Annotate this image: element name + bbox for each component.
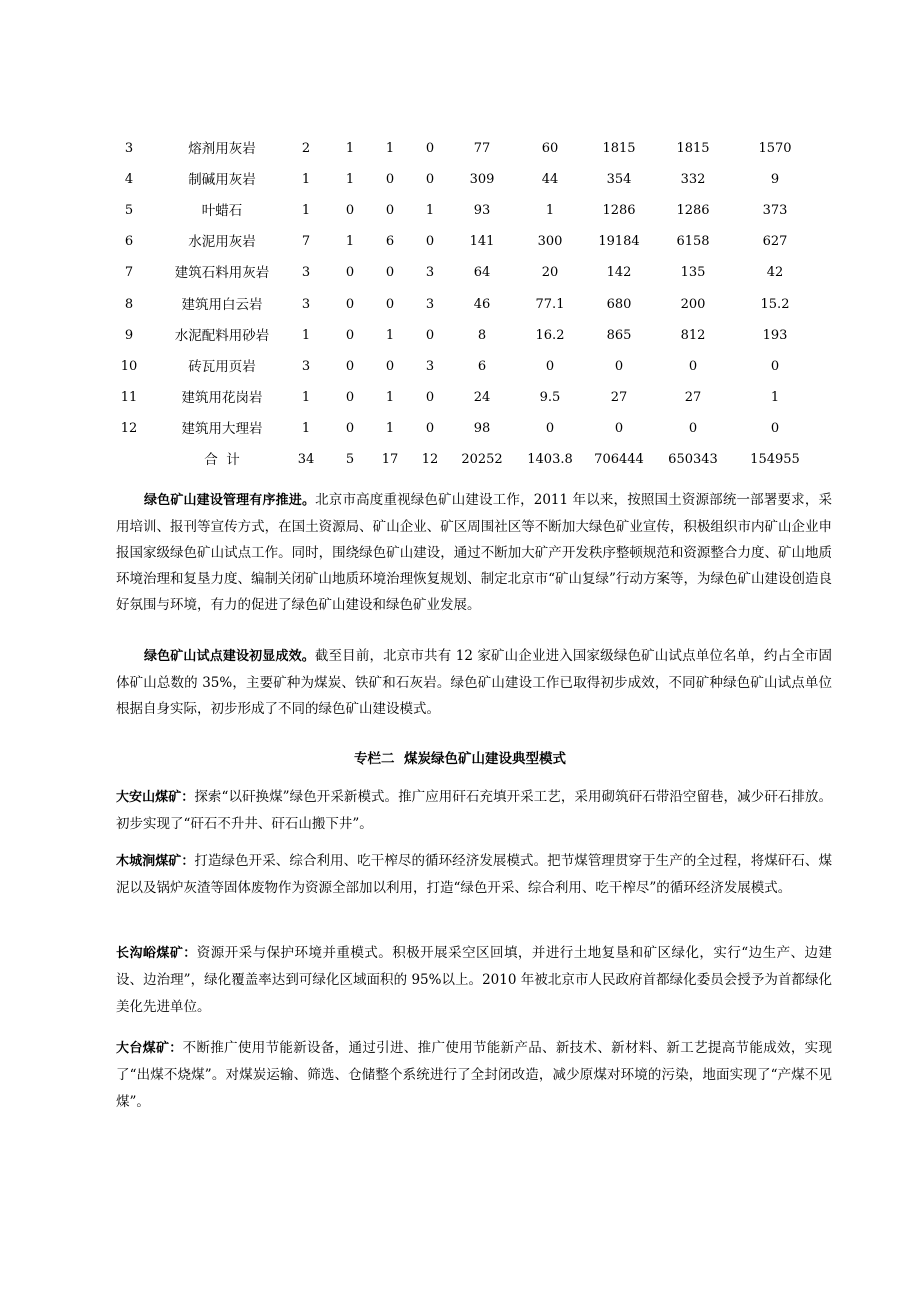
- cell: 3: [301, 265, 311, 281]
- cell: 77.1: [535, 296, 565, 312]
- cell-mineral: 水泥配料用砂岩: [174, 327, 270, 344]
- cell: 16.2: [535, 327, 565, 343]
- case-name: 大安山煤矿：: [116, 790, 195, 805]
- cell: 0: [345, 421, 355, 437]
- cell: 135: [680, 265, 706, 281]
- cell: 680: [606, 296, 632, 312]
- cell: 0: [385, 202, 395, 218]
- case-item: [116, 940, 832, 1021]
- cell: 354: [606, 171, 632, 187]
- cell: 200: [680, 296, 706, 312]
- cell: 20252: [461, 452, 503, 468]
- cell: 0: [425, 327, 435, 343]
- cell-mineral: 叶蜡石: [201, 202, 243, 219]
- cell: 142: [606, 265, 632, 281]
- cell: 1815: [602, 140, 636, 156]
- cell: 865: [606, 327, 632, 343]
- cell: 9: [770, 171, 780, 187]
- cell: 5: [345, 452, 355, 468]
- cell-no: 10: [120, 358, 138, 374]
- cell: 0: [345, 390, 355, 406]
- cell-no: 12: [120, 421, 138, 437]
- box-title: 专栏二 煤炭绿色矿山建设典型模式: [354, 751, 566, 767]
- cell: 1: [385, 390, 395, 406]
- cell-no: 9: [124, 327, 134, 343]
- cell: 1403.8: [527, 452, 573, 468]
- cell: 93: [473, 202, 491, 218]
- cell-no: [96, 445, 162, 476]
- table-row: [96, 258, 816, 289]
- case-item: [116, 1035, 832, 1116]
- cell: 0: [385, 296, 395, 312]
- cell-mineral: 砖瓦用页岩: [188, 358, 256, 375]
- cell: 64: [473, 265, 491, 281]
- cell: 3: [425, 265, 435, 281]
- cell: 0: [345, 202, 355, 218]
- cell: 627: [762, 234, 788, 250]
- cell: 6: [385, 234, 395, 250]
- cell: 0: [425, 421, 435, 437]
- case-name: 长沟峪煤矿：: [116, 946, 197, 961]
- cell: 20: [541, 265, 559, 281]
- cell: 27: [684, 390, 702, 406]
- mine-statistics-table: [96, 133, 816, 476]
- cell: 1286: [602, 202, 636, 218]
- cell: 0: [345, 265, 355, 281]
- cell: 1: [301, 390, 311, 406]
- cell: 7: [301, 234, 311, 250]
- case-item: [116, 784, 832, 838]
- cell: 0: [425, 140, 435, 156]
- cell: 42: [766, 265, 784, 281]
- cell: 0: [345, 358, 355, 374]
- cell-no: 5: [124, 202, 134, 218]
- table-row: [96, 227, 816, 258]
- cell: 0: [614, 421, 624, 437]
- cell-mineral: 水泥用灰岩: [188, 234, 256, 251]
- cell: 0: [425, 234, 435, 250]
- table-row: [96, 383, 816, 414]
- table-row: [96, 414, 816, 445]
- cell: 193: [762, 327, 788, 343]
- cell: 1: [425, 202, 435, 218]
- cell: 3: [301, 296, 311, 312]
- cell: 24: [473, 390, 491, 406]
- table-row: [96, 289, 816, 320]
- case-item: [116, 848, 832, 902]
- cell: 1: [345, 234, 355, 250]
- cell-mineral: 建筑石料用灰岩: [174, 265, 270, 282]
- cell: 0: [614, 358, 624, 374]
- cell: 0: [425, 171, 435, 187]
- cell: 812: [680, 327, 706, 343]
- table-row: [96, 195, 816, 226]
- cell: 6: [477, 358, 487, 374]
- cell: 0: [688, 358, 698, 374]
- case-name: 木城涧煤矿：: [116, 854, 195, 869]
- cell: 27: [610, 390, 628, 406]
- table-row: [96, 164, 816, 195]
- cell: 15.2: [760, 296, 790, 312]
- cell: 1: [385, 421, 395, 437]
- cell: 650343: [668, 452, 718, 468]
- case-name: 大台煤矿：: [116, 1041, 183, 1056]
- cell: 0: [545, 421, 555, 437]
- cell: 706444: [594, 452, 644, 468]
- cell: 1286: [676, 202, 710, 218]
- cell-no: 7: [124, 265, 134, 281]
- case-text: 打造绿色开采、综合利用、吃干榨尽的循环经济发展模式。把节煤管理贯穿于生产的全过程，将煤矸石、煤泥以及锅炉灰渣等固体废物作为资源全部加以利用，打造“绿色开采、综合利用、吃干榨尽”的循环经济发展模式。: [116, 853, 832, 896]
- cell: 0: [345, 327, 355, 343]
- cell-no: 4: [124, 171, 134, 187]
- cell: 9.5: [539, 390, 561, 406]
- cell: 1: [301, 171, 311, 187]
- cell: 309: [469, 171, 495, 187]
- cell: 2: [301, 140, 311, 156]
- cell: 1: [545, 202, 555, 218]
- cell: 0: [545, 358, 555, 374]
- cell-mineral: 建筑用花岗岩: [181, 390, 263, 407]
- table-total-row: [96, 445, 816, 476]
- cell: 0: [425, 390, 435, 406]
- cell: 3: [301, 358, 311, 374]
- cell: 1: [345, 171, 355, 187]
- paragraph-lead: 绿色矿山建设管理有序推进。: [144, 493, 316, 508]
- cell: 77: [473, 140, 491, 156]
- cell: 12: [421, 452, 439, 468]
- paragraph-lead: 绿色矿山试点建设初显成效。: [144, 649, 315, 664]
- cell: 1570: [758, 140, 792, 156]
- cell: 3: [425, 358, 435, 374]
- cell: 1: [301, 202, 311, 218]
- cell: 0: [770, 358, 780, 374]
- cell: 1: [385, 140, 395, 156]
- cell: 19184: [598, 234, 640, 250]
- table-row: [96, 133, 816, 164]
- cell: 1815: [676, 140, 710, 156]
- table-row: [96, 351, 816, 382]
- cell-mineral: 建筑用白云岩: [181, 296, 263, 313]
- cell: 17: [381, 452, 399, 468]
- cell: 141: [469, 234, 495, 250]
- cell: 1: [770, 390, 780, 406]
- cell: 332: [680, 171, 706, 187]
- cell: 44: [541, 171, 559, 187]
- cell-mineral: 制碱用灰岩: [188, 171, 256, 188]
- cell: 0: [345, 296, 355, 312]
- cell: 0: [385, 358, 395, 374]
- cell-no: 3: [124, 140, 134, 156]
- cell: 0: [385, 265, 395, 281]
- cell: 373: [762, 202, 788, 218]
- paragraph-text: 截至目前，北京市共有 12 家矿山企业进入国家级绿色矿山试点单位名单，约占全市固体矿山总数的 35%，主要矿种为煤炭、铁矿和石灰岩。绿色矿山建设工作已取得初步成效，不同矿种绿色矿山试点单位根据自身实际，初步形成了不同的绿色矿山建设模式。: [116, 648, 832, 717]
- cell-mineral: 建筑用大理岩: [181, 421, 263, 438]
- cell: 300: [537, 234, 563, 250]
- cell: 60: [541, 140, 559, 156]
- cell-no: 11: [120, 390, 138, 406]
- paragraph: [116, 487, 832, 618]
- case-text: 探索“以矸换煤”绿色开采新模式。推广应用矸石充填开采工艺，采用砌筑矸石带沿空留巷，减少矸石排放。初步实现了“矸石不升井、矸石山搬下井”。: [116, 789, 832, 832]
- cell: 1: [301, 421, 311, 437]
- case-text: 不断推广使用节能新设备，通过引进、推广使用节能新产品、新技术、新材料、新工艺提高节能成效，实现了“出煤不烧煤”。对煤炭运输、筛选、仓储整个系统进行了全封闭改造，减少原煤对环境的污染，地面实现了“产煤不见煤”。: [116, 1040, 832, 1110]
- cell: 8: [477, 327, 487, 343]
- cell: 1: [385, 327, 395, 343]
- cell: 1: [301, 327, 311, 343]
- cell: 0: [688, 421, 698, 437]
- total-label: 合 计: [204, 452, 240, 469]
- cell: 3: [425, 296, 435, 312]
- cell: 98: [473, 421, 491, 437]
- paragraph: [116, 643, 832, 722]
- cell-no: 8: [124, 296, 134, 312]
- cell: 6158: [676, 234, 710, 250]
- cell: 34: [297, 452, 315, 468]
- cell: 0: [385, 171, 395, 187]
- cell: 0: [770, 421, 780, 437]
- cell: 154955: [750, 452, 800, 468]
- table-row: [96, 320, 816, 351]
- cell-mineral: 熔剂用灰岩: [188, 140, 256, 157]
- case-text: 资源开采与保护环境并重模式。积极开展采空区回填，并进行土地复垦和矿区绿化，实行“边生产、边建设、边治理”，绿化覆盖率达到可绿化区域面积的 95%以上。2010 年被北京市人民政府首都绿化委员会授予为首都绿化美化先进单位。: [116, 945, 832, 1015]
- cell: 46: [473, 296, 491, 312]
- paragraph-text: 北京市高度重视绿色矿山建设工作，2011 年以来，按照国土资源部统一部署要求，采用培训、报刊等宣传方式，在国土资源局、矿山企业、矿区周围社区等不断加大绿色矿业宣传，积极组织市内矿山企业申报国家级绿色矿山试点工作。同时，围绕绿色矿山建设，通过不断加大矿产开发秩序整顿规范和资源整合力度、矿山地质环境治理和复垦力度、编制关闭矿山地质环境治理恢复规划、制定北京市“矿山复绿”行动方案等，为绿色矿山建设创造良好氛围与环境，有力的促进了绿色矿山建设和绿色矿业发展。: [116, 492, 832, 613]
- cell-no: 6: [124, 234, 134, 250]
- cell: 1: [345, 140, 355, 156]
